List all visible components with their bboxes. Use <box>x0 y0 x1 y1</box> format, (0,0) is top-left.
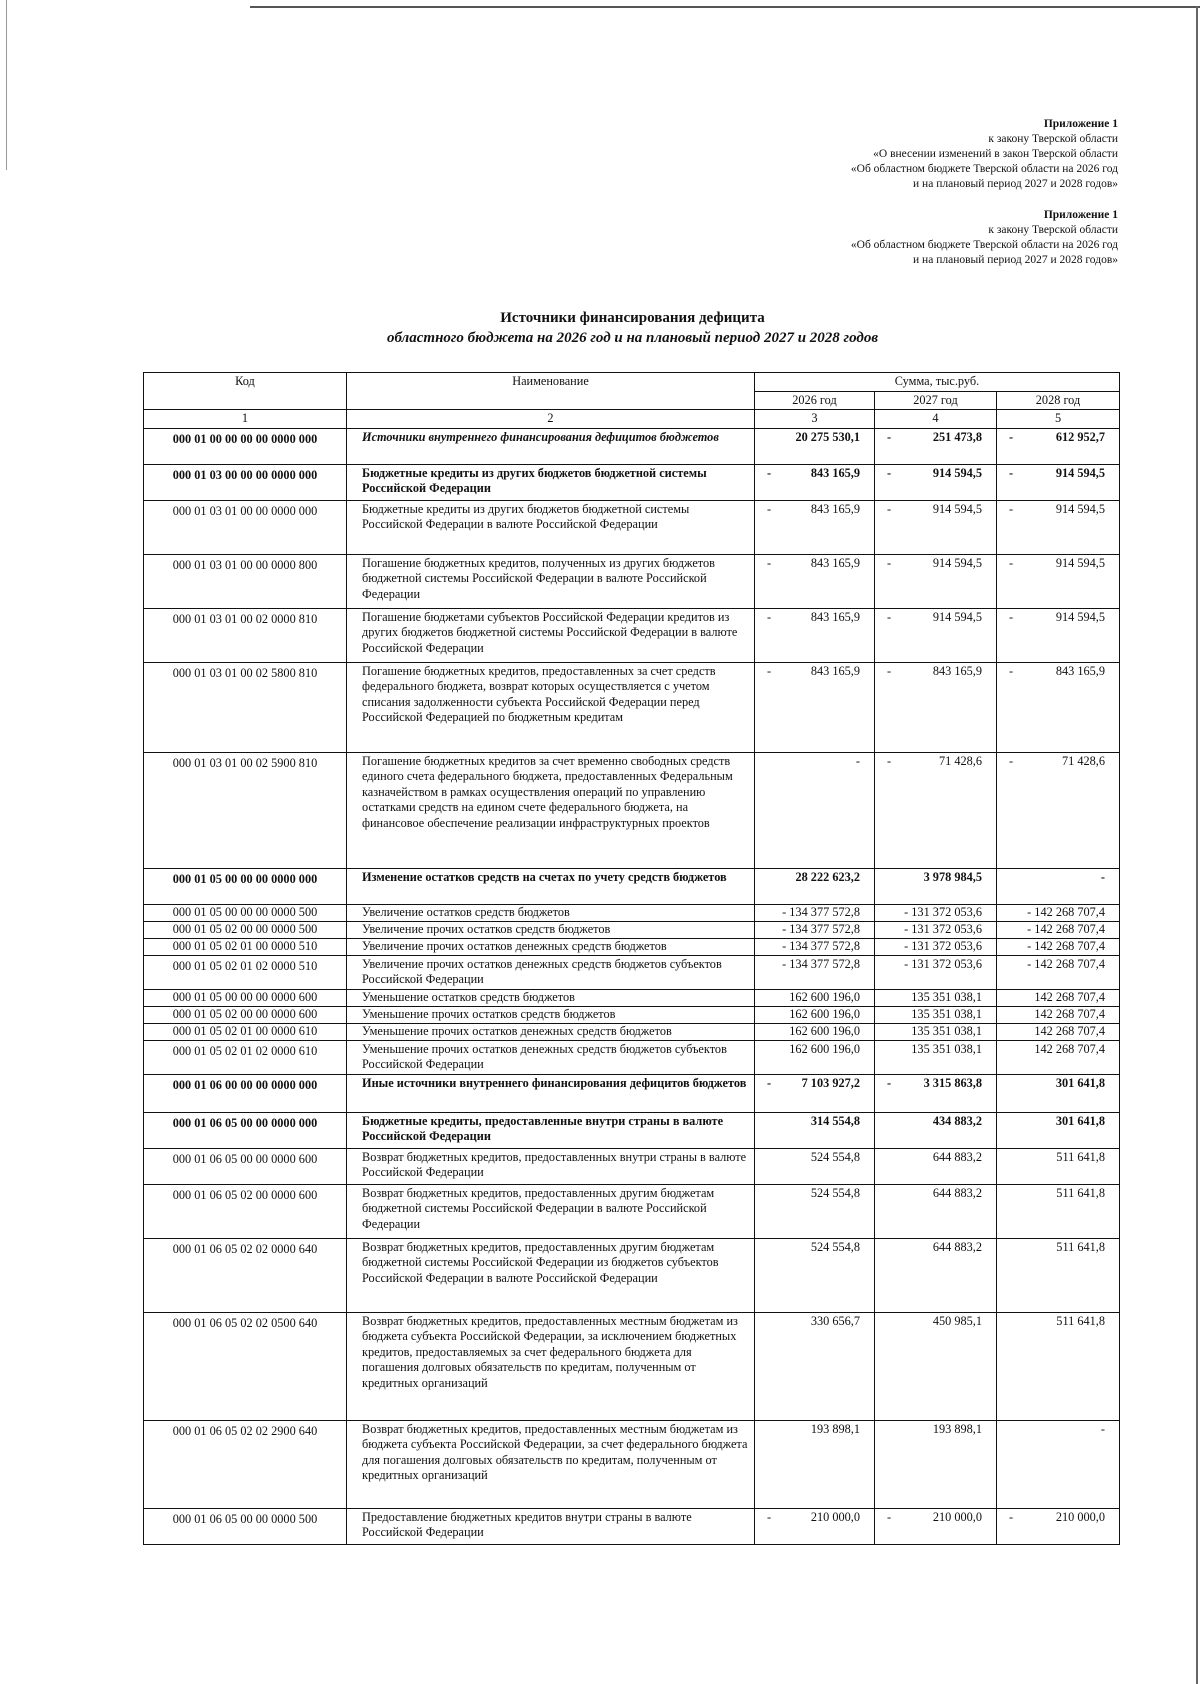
row-value <box>875 921 997 938</box>
table-row <box>144 1184 1120 1238</box>
value-text: 843 165,9 <box>810 465 860 480</box>
row-value <box>875 752 997 868</box>
appendix-line: «Об областном бюджете Тверской области на 2026 год <box>850 239 1118 251</box>
row-value <box>875 1006 997 1023</box>
row-name: Увеличение прочих остатков денежных средств бюджетов <box>347 938 755 955</box>
negative-sign: - <box>887 753 892 768</box>
row-value <box>997 955 1120 989</box>
row-name: Бюджетные кредиты, предоставленные внутри страны в валюте Российской Федерации <box>347 1112 755 1148</box>
row-code: 000 01 06 05 00 00 0000 500 <box>144 1508 347 1544</box>
row-name: Изменение остатков средств на счетах по учету средств бюджетов <box>347 868 755 904</box>
table-row <box>144 428 1120 464</box>
negative-sign: - <box>1009 465 1014 480</box>
negative-sign: - <box>1009 555 1014 570</box>
table-body <box>144 428 1120 1544</box>
row-value <box>875 989 997 1006</box>
row-value <box>997 1040 1120 1074</box>
row-value <box>997 989 1120 1006</box>
value-text: - 134 377 572,8 <box>782 904 860 919</box>
row-value <box>997 921 1120 938</box>
financing-table <box>143 372 1120 1545</box>
value-text: - 131 372 053,6 <box>904 921 982 936</box>
value-text: 511 641,8 <box>1056 1239 1106 1254</box>
subtitle-line: областного бюджета на 2026 год и на плановый период 2027 и 2028 годов <box>386 330 879 346</box>
value-text: 28 222 623,2 <box>795 869 860 884</box>
column-number: 1 <box>144 410 347 429</box>
negative-sign: - <box>767 1075 772 1090</box>
value-text: 843 165,9 <box>810 609 860 624</box>
row-value <box>755 428 875 464</box>
negative-sign: - <box>887 609 892 624</box>
value-text: 142 268 707,4 <box>1034 1006 1106 1021</box>
row-code: 000 01 03 01 00 00 0000 800 <box>144 554 347 608</box>
value-text: - <box>1100 869 1106 884</box>
row-code: 000 01 06 05 02 02 2900 640 <box>144 1420 347 1508</box>
row-value <box>875 1184 997 1238</box>
value-text: 434 883,2 <box>932 1113 982 1128</box>
value-text: - 142 268 707,4 <box>1027 938 1106 953</box>
row-value <box>755 904 875 921</box>
value-text: 135 351 038,1 <box>911 1023 982 1038</box>
value-text: - 131 372 053,6 <box>904 938 982 953</box>
row-name: Погашение бюджетных кредитов за счет временно свободных средств единого счета федерального бюджета, предоставленных Федеральным казначейством в рамках осуществления операций по управлению остатками средств на едином счете федерального бюджета, на финансовое обеспечение реализации инфраструктурных проектов <box>347 752 755 868</box>
value-text: 450 985,1 <box>932 1313 982 1328</box>
appendix-title: Приложение 1 <box>1043 118 1118 130</box>
row-value <box>997 662 1120 752</box>
negative-sign: - <box>767 465 772 480</box>
row-value <box>997 1006 1120 1023</box>
row-code: 000 01 03 01 00 02 5900 810 <box>144 752 347 868</box>
row-code: 000 01 05 00 00 00 0000 600 <box>144 989 347 1006</box>
value-text: 511 641,8 <box>1056 1149 1106 1164</box>
value-text: - <box>1100 1421 1106 1436</box>
value-text: - 131 372 053,6 <box>904 956 982 971</box>
column-number: 2 <box>347 410 755 429</box>
value-text: 843 165,9 <box>1055 663 1106 678</box>
table-row <box>144 752 1120 868</box>
value-text: 162 600 196,0 <box>789 1041 860 1056</box>
row-code: 000 01 05 00 00 00 0000 500 <box>144 904 347 921</box>
table-row <box>144 1420 1120 1508</box>
table-row <box>144 608 1120 662</box>
value-text: 914 594,5 <box>932 501 982 516</box>
value-text: 142 268 707,4 <box>1034 989 1106 1004</box>
row-value <box>997 1148 1120 1184</box>
row-value <box>875 938 997 955</box>
value-text: 524 554,8 <box>810 1149 860 1164</box>
row-value <box>755 608 875 662</box>
table-row <box>144 1238 1120 1312</box>
negative-sign: - <box>1009 501 1014 516</box>
negative-sign: - <box>1009 1509 1014 1524</box>
negative-sign: - <box>887 429 892 444</box>
title-line: Источники финансирования дефицита <box>500 310 765 326</box>
table-row <box>144 1023 1120 1040</box>
appendix-line: к закону Тверской области <box>988 224 1118 236</box>
value-text: - 142 268 707,4 <box>1027 904 1106 919</box>
value-text: 644 883,2 <box>932 1239 982 1254</box>
value-text: 135 351 038,1 <box>911 989 982 1004</box>
value-text: 524 554,8 <box>810 1185 860 1200</box>
table-row <box>144 1112 1120 1148</box>
table-row <box>144 955 1120 989</box>
row-name: Возврат бюджетных кредитов, предоставленных другим бюджетам бюджетной системы Российской Федерации из бюджетов субъектов Российской Федерации в валюте Российской Федерации <box>347 1238 755 1312</box>
negative-sign: - <box>767 1509 772 1524</box>
row-name: Возврат бюджетных кредитов, предоставленных внутри страны в валюте Российской Федерации <box>347 1148 755 1184</box>
value-text: 210 000,0 <box>1055 1509 1106 1524</box>
row-name: Уменьшение прочих остатков денежных средств бюджетов <box>347 1023 755 1040</box>
row-value <box>997 1312 1120 1420</box>
value-text: 914 594,5 <box>932 555 982 570</box>
row-name: Источники внутреннего финансирования дефицитов бюджетов <box>347 428 755 464</box>
value-text: 914 594,5 <box>932 609 982 624</box>
value-text: 142 268 707,4 <box>1034 1023 1106 1038</box>
value-text: - 134 377 572,8 <box>782 938 860 953</box>
row-value <box>997 554 1120 608</box>
row-value <box>875 1074 997 1112</box>
table-row <box>144 904 1120 921</box>
row-value <box>755 1238 875 1312</box>
value-text: 330 656,7 <box>810 1313 860 1328</box>
table-row <box>144 1006 1120 1023</box>
value-text: 843 165,9 <box>810 501 860 516</box>
row-code: 000 01 05 02 01 02 0000 510 <box>144 955 347 989</box>
value-text: 644 883,2 <box>932 1185 982 1200</box>
row-value <box>755 1112 875 1148</box>
row-name: Увеличение прочих остатков денежных средств бюджетов субъектов Российской Федерации <box>347 955 755 989</box>
value-text: 162 600 196,0 <box>789 989 860 1004</box>
row-value <box>755 1184 875 1238</box>
row-value <box>997 1023 1120 1040</box>
row-name: Увеличение остатков средств бюджетов <box>347 904 755 921</box>
row-value <box>997 1074 1120 1112</box>
row-value <box>755 1023 875 1040</box>
negative-sign: - <box>1009 429 1014 444</box>
row-value <box>997 428 1120 464</box>
table-row <box>144 1074 1120 1112</box>
column-number: 4 <box>875 410 997 429</box>
value-text: 20 275 530,1 <box>795 429 860 444</box>
value-text: 301 641,8 <box>1055 1075 1106 1090</box>
negative-sign: - <box>887 1075 892 1090</box>
value-text: 193 898,1 <box>810 1421 860 1436</box>
row-value <box>875 1040 997 1074</box>
value-text: 843 165,9 <box>810 555 860 570</box>
header-year: 2027 год <box>875 391 997 410</box>
row-code: 000 01 03 00 00 00 0000 000 <box>144 464 347 500</box>
row-value <box>755 1074 875 1112</box>
row-code: 000 01 03 01 00 00 0000 000 <box>144 500 347 554</box>
row-code: 000 01 05 02 01 00 0000 510 <box>144 938 347 955</box>
appendix-note <box>851 117 1118 192</box>
row-value <box>875 1312 997 1420</box>
table-row <box>144 1148 1120 1184</box>
value-text: 142 268 707,4 <box>1034 1041 1106 1056</box>
row-name: Возврат бюджетных кредитов, предоставленных местным бюджетам из бюджета субъекта Российской Федерации, за исключением бюджетных кредитов, предоставляемых за счет федерального бюджета для погашения долговых обязательств по кредитам, полученным от кредитных организаций <box>347 1312 755 1420</box>
value-text: - 131 372 053,6 <box>904 904 982 919</box>
table-row <box>144 1312 1120 1420</box>
row-value <box>875 1112 997 1148</box>
appendix-line: и на плановый период 2027 и 2028 годов» <box>913 178 1118 190</box>
value-text: 914 594,5 <box>1055 465 1106 480</box>
row-value <box>755 464 875 500</box>
row-name: Погашение бюджетных кредитов, полученных из других бюджетов бюджетной системы Российской Федерации в валюте Российской Федерации <box>347 554 755 608</box>
table-row <box>144 989 1120 1006</box>
negative-sign: - <box>887 663 892 678</box>
row-value <box>997 1238 1120 1312</box>
negative-sign: - <box>767 501 772 516</box>
row-code: 000 01 06 05 02 00 0000 600 <box>144 1184 347 1238</box>
row-value <box>875 500 997 554</box>
row-name: Иные источники внутреннего финансирования дефицитов бюджетов <box>347 1074 755 1112</box>
value-text: 135 351 038,1 <box>911 1041 982 1056</box>
row-value <box>875 554 997 608</box>
header-code: Код <box>144 373 347 410</box>
row-value <box>875 608 997 662</box>
value-text: 843 165,9 <box>810 663 860 678</box>
row-name: Уменьшение остатков средств бюджетов <box>347 989 755 1006</box>
value-text: - 134 377 572,8 <box>782 956 860 971</box>
row-value <box>755 500 875 554</box>
header-name: Наименование <box>347 373 755 410</box>
table-row <box>144 662 1120 752</box>
header-year: 2028 год <box>997 391 1120 410</box>
row-code: 000 01 00 00 00 00 0000 000 <box>144 428 347 464</box>
table-row <box>144 868 1120 904</box>
value-text: 914 594,5 <box>1055 501 1106 516</box>
value-text: 251 473,8 <box>932 429 982 444</box>
row-name: Уменьшение прочих остатков денежных средств бюджетов субъектов Российской Федерации <box>347 1040 755 1074</box>
document-title <box>0 308 1200 348</box>
row-code: 000 01 03 01 00 02 0000 810 <box>144 608 347 662</box>
value-text: 843 165,9 <box>932 663 982 678</box>
row-value <box>755 1508 875 1544</box>
row-value <box>875 1508 997 1544</box>
row-value <box>755 1312 875 1420</box>
value-text: 644 883,2 <box>932 1149 982 1164</box>
table-row <box>144 921 1120 938</box>
value-text: 914 594,5 <box>1055 555 1106 570</box>
appendix-line: к закону Тверской области <box>988 133 1118 145</box>
value-text: 162 600 196,0 <box>789 1023 860 1038</box>
negative-sign: - <box>767 555 772 570</box>
scan-edge <box>1196 6 1198 1684</box>
row-code: 000 01 05 02 00 00 0000 600 <box>144 1006 347 1023</box>
value-text: 301 641,8 <box>1055 1113 1106 1128</box>
value-text: 511 641,8 <box>1056 1313 1106 1328</box>
row-value <box>997 500 1120 554</box>
header-year: 2026 год <box>755 391 875 410</box>
row-value <box>997 904 1120 921</box>
value-text: - 142 268 707,4 <box>1027 921 1106 936</box>
row-code: 000 01 05 02 01 02 0000 610 <box>144 1040 347 1074</box>
row-value <box>875 955 997 989</box>
value-text: 3 315 863,8 <box>923 1075 982 1090</box>
negative-sign: - <box>1009 663 1014 678</box>
header-sum: Сумма, тыс.руб. <box>755 373 1120 392</box>
negative-sign: - <box>887 1509 892 1524</box>
table-row <box>144 464 1120 500</box>
row-name: Предоставление бюджетных кредитов внутри страны в валюте Российской Федерации <box>347 1508 755 1544</box>
value-text: 210 000,0 <box>932 1509 982 1524</box>
negative-sign: - <box>887 465 892 480</box>
appendix-note <box>851 208 1118 268</box>
row-value <box>997 1420 1120 1508</box>
negative-sign: - <box>1009 609 1014 624</box>
row-name: Бюджетные кредиты из других бюджетов бюджетной системы Российской Федерации в валюте Российской Федерации <box>347 500 755 554</box>
value-text: 71 428,6 <box>1061 753 1106 768</box>
value-text: 135 351 038,1 <box>911 1006 982 1021</box>
row-name: Возврат бюджетных кредитов, предоставленных другим бюджетам бюджетной системы Российской Федерации в валюте Российской Федерации <box>347 1184 755 1238</box>
value-text: - <box>855 753 860 768</box>
row-code: 000 01 05 02 00 00 0000 500 <box>144 921 347 938</box>
appendix-line: и на плановый период 2027 и 2028 годов» <box>913 254 1118 266</box>
scan-edge <box>250 6 1200 8</box>
table-row <box>144 500 1120 554</box>
value-text: - 134 377 572,8 <box>782 921 860 936</box>
row-code: 000 01 05 00 00 00 0000 000 <box>144 868 347 904</box>
value-text: 3 978 984,5 <box>923 869 982 884</box>
row-value <box>997 1508 1120 1544</box>
row-code: 000 01 06 00 00 00 0000 000 <box>144 1074 347 1112</box>
row-value <box>755 989 875 1006</box>
row-value <box>875 1238 997 1312</box>
scan-edge <box>6 0 7 170</box>
row-code: 000 01 06 05 00 00 0000 600 <box>144 1148 347 1184</box>
appendix-line: «О внесении изменений в закон Тверской области <box>873 148 1118 160</box>
row-value <box>875 904 997 921</box>
value-text: 210 000,0 <box>810 1509 860 1524</box>
row-value <box>875 662 997 752</box>
row-value <box>755 554 875 608</box>
row-value <box>755 868 875 904</box>
row-value <box>755 1040 875 1074</box>
table-row <box>144 554 1120 608</box>
row-name: Погашение бюджетных кредитов, предоставленных за счет средств федерального бюджета, возврат которых осуществляется с учетом списания задолженности субъекта Российской Федерации перед Российской Федерацией по бюджетным кредитам <box>347 662 755 752</box>
table-row <box>144 1508 1120 1544</box>
value-text: 162 600 196,0 <box>789 1006 860 1021</box>
row-value <box>755 752 875 868</box>
row-name: Увеличение прочих остатков средств бюджетов <box>347 921 755 938</box>
table-row <box>144 938 1120 955</box>
value-text: 914 594,5 <box>1055 609 1106 624</box>
row-value <box>755 955 875 989</box>
negative-sign: - <box>767 663 772 678</box>
table-row <box>144 1040 1120 1074</box>
row-value <box>875 1148 997 1184</box>
row-value <box>755 1420 875 1508</box>
row-value <box>875 868 997 904</box>
value-text: - 142 268 707,4 <box>1027 956 1106 971</box>
row-value <box>875 1023 997 1040</box>
value-text: 7 103 927,2 <box>801 1075 860 1090</box>
row-code: 000 01 03 01 00 02 5800 810 <box>144 662 347 752</box>
row-value <box>997 608 1120 662</box>
row-value <box>755 938 875 955</box>
column-number: 5 <box>997 410 1120 429</box>
value-text: 612 952,7 <box>1055 429 1106 444</box>
row-code: 000 01 05 02 01 00 0000 610 <box>144 1023 347 1040</box>
row-code: 000 01 06 05 02 02 0000 640 <box>144 1238 347 1312</box>
row-value <box>875 464 997 500</box>
row-code: 000 01 06 05 00 00 0000 000 <box>144 1112 347 1148</box>
negative-sign: - <box>767 609 772 624</box>
row-name: Уменьшение прочих остатков средств бюджетов <box>347 1006 755 1023</box>
value-text: 914 594,5 <box>932 465 982 480</box>
value-text: 193 898,1 <box>932 1421 982 1436</box>
row-value <box>875 1420 997 1508</box>
row-name: Возврат бюджетных кредитов, предоставленных местным бюджетам из бюджета субъекта Российской Федерации, за счет федерального бюджета для погашения долговых обязательств по кредитам, полученным от кредитных организаций <box>347 1420 755 1508</box>
row-value <box>755 662 875 752</box>
row-value <box>997 1184 1120 1238</box>
value-text: 511 641,8 <box>1056 1185 1106 1200</box>
value-text: 71 428,6 <box>938 753 982 768</box>
negative-sign: - <box>1009 753 1014 768</box>
row-value <box>997 464 1120 500</box>
row-value <box>755 921 875 938</box>
row-value <box>875 428 997 464</box>
appendix-line: «Об областном бюджете Тверской области на 2026 год <box>850 163 1118 175</box>
appendix-title: Приложение 1 <box>1043 209 1118 221</box>
negative-sign: - <box>887 501 892 516</box>
row-value <box>997 938 1120 955</box>
negative-sign: - <box>887 555 892 570</box>
row-value <box>997 752 1120 868</box>
value-text: 314 554,8 <box>810 1113 860 1128</box>
row-value <box>755 1006 875 1023</box>
column-number: 3 <box>755 410 875 429</box>
row-value <box>755 1148 875 1184</box>
value-text: 524 554,8 <box>810 1239 860 1254</box>
row-name: Бюджетные кредиты из других бюджетов бюджетной системы Российской Федерации <box>347 464 755 500</box>
row-value <box>997 1112 1120 1148</box>
row-code: 000 01 06 05 02 02 0500 640 <box>144 1312 347 1420</box>
row-name: Погашение бюджетами субъектов Российской Федерации кредитов из других бюджетов бюджетной системы Российской Федерации в валюте Российской Федерации <box>347 608 755 662</box>
row-value <box>997 868 1120 904</box>
